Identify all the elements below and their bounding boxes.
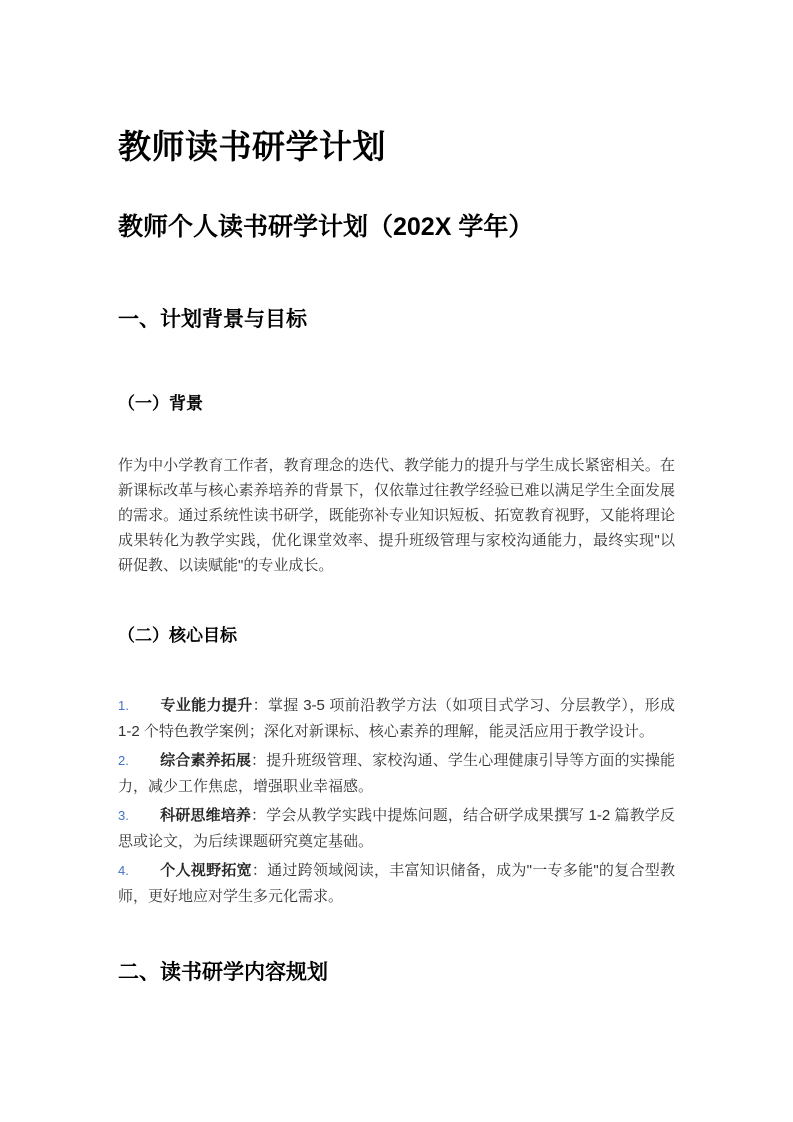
section-heading-reading-content-plan: 二、读书研学内容规划 (118, 961, 328, 984)
list-item-text: ：通过跨领域阅读，丰富知识储备，成为"一专多能"的复合型教师，更好地应对学生多元化需求。 (118, 862, 675, 905)
section-heading-plan-background-goals: 一、计划背景与目标 (118, 308, 307, 331)
document-subtitle: 教师个人读书研学计划（202X 学年） (118, 213, 534, 241)
list-item-number: 3. (118, 808, 129, 823)
list-item-number: 1. (118, 698, 129, 713)
subsection-heading-core-goals: （二）核心目标 (118, 626, 237, 645)
background-paragraph: 作为中小学教育工作者，教育理念的迭代、教学能力的提升与学生成长紧密相关。在新课标改革与核心素养培养的背景下，仅依靠过往教学经验已难以满足学生全面发展的需求。通过系统性读书研学，既能弥补专业知识短板、拓宽教育视野，又能将理论成果转化为教学实践，优化课堂效率、提升班级管理与家校沟通能力，最终实现"以研促教、以读赋能"的专业成长。 (118, 457, 675, 574)
document-title: 教师读书研学计划 (118, 128, 386, 165)
subsection-heading-background: （一）背景 (118, 394, 203, 413)
list-item-text: ：掌握 3-5 项前沿教学方法（如项目式学习、分层教学），形成 1-2 个特色教学案例；深化对新课标、核心素养的理解，能灵活应用于教学设计。 (118, 697, 675, 740)
list-item-text: ：学会从教学实践中提炼问题，结合研学成果撰写 1-2 篇教学反思或论文，为后续课题研究奠定基础。 (118, 807, 675, 850)
list-item (118, 803, 675, 855)
list-item (118, 858, 675, 910)
core-goals-list (118, 693, 675, 910)
list-item-text: ：提升班级管理、家校沟通、学生心理健康引导等方面的实操能力，减少工作焦虑，增强职业幸福感。 (118, 752, 675, 795)
list-item-number: 2. (118, 753, 129, 768)
list-item-label: 综合素养拓展 (160, 752, 252, 769)
list-item-label: 专业能力提升 (160, 697, 253, 714)
list-item-label: 科研思维培养 (160, 807, 252, 824)
list-item (118, 693, 675, 745)
list-item-label: 个人视野拓宽 (160, 862, 252, 879)
list-item-number: 4. (118, 863, 129, 878)
list-item (118, 748, 675, 800)
